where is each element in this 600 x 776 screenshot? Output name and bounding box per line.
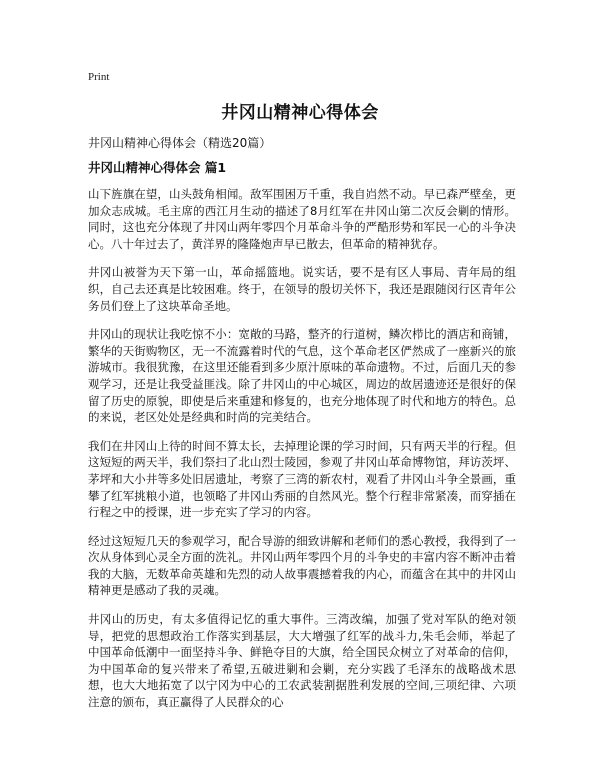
print-link[interactable]: Print — [88, 71, 110, 83]
document-title: 井冈山精神心得体会 — [221, 103, 379, 123]
paragraph: 山下旌旗在望，山头鼓角相闻。敌军围困万千重，我自岿然不动。早已森严壁垒，更加众志成城。毛主席的西江月生动的描述了8月红军在井冈山第二次反会剿的情形。同时，这也充分体现了井冈山两年零四个月革命斗争的严酷形势和军民一心的斗争决心。八十年过去了，黄洋界的隆隆炮声早已散去，但革命的精神犹存。 — [88, 187, 516, 251]
paragraph: 井冈山被誉为天下第一山，革命摇篮地。说实话，要不是有区人事局、青年局的组织，自己去还真是比较困难。终于，在领导的殷切关怀下，我还是跟随闵行区青年公务员们登上了这块革命圣地。 — [88, 265, 516, 313]
document-subtitle: 井冈山精神心得体会（精选20篇） — [88, 136, 272, 150]
document-body — [88, 186, 516, 723]
paragraph: 经过这短短几天的参观学习，配合导游的细致讲解和老师们的悉心教授，我得到了一次从身体到心灵全方面的洗礼。井冈山两年零四个月的斗争史的丰富内容不断冲击着我的大脑，无数革命英雄和先烈的动人故事震撼着我的内心，而蕴含在其中的井冈山精神更是感动了我的灵魂。 — [88, 533, 516, 598]
paragraph: 我们在井冈山上待的时间不算太长，去掉理论课的学习时间，只有两天半的行程。但这短短的两天半，我们祭扫了北山烈士陵园，参观了井冈山革命博物馆，拜访茨坪、茅坪和大小井等多处旧居遗址，考察了三湾的新农村，观看了井冈山斗争全景画，重攀了红军挑粮小道，也领略了井冈山秀丽的自然风光。整个行程非常紧凑，而穿插在行程之中的授课，进一步充实了学习的内容。 — [88, 438, 516, 520]
paragraph: 井冈山的历史，有太多值得记忆的重大事件。三湾改编，加强了党对军队的绝对领导，把党的思想政治工作落实到基层，大大增强了红军的战斗力,朱毛会师，举起了中国革命低潮中一面坚持斗争、鲜艳夺目的大旗，给全国民众树立了对革命的信仰，为中国革命的复兴带来了希望,五破进剿和会剿，充分实践了毛泽东的战略战术思想，也大大地拓宽了以宁冈为中心的工农武装割据胜利发展的空间,三项纪律、六项注意的颁布，真正赢得了人民群众的心 — [88, 612, 516, 710]
paragraph: 井冈山的现状让我吃惊不小：宽敞的马路，整齐的行道树，鳞次栉比的酒店和商铺，繁华的天街购物区，无一不流露着时代的气息，这个革命老区俨然成了一座新兴的旅游城市。我很犹豫，在这里还能看到多少原汁原味的革命遗物。不过，后面几天的参观学习，还是让我受益匪浅。除了井冈山的中心城区，周边的故居遗迹还是很好的保留了历史的原貌，即使是后来重建和修复的，也充分地体现了时代和地方的特色。总的来说，老区处处是经典和时尚的完美结合。 — [88, 327, 516, 425]
section-heading: 井冈山精神心得体会 篇1 — [88, 160, 227, 175]
